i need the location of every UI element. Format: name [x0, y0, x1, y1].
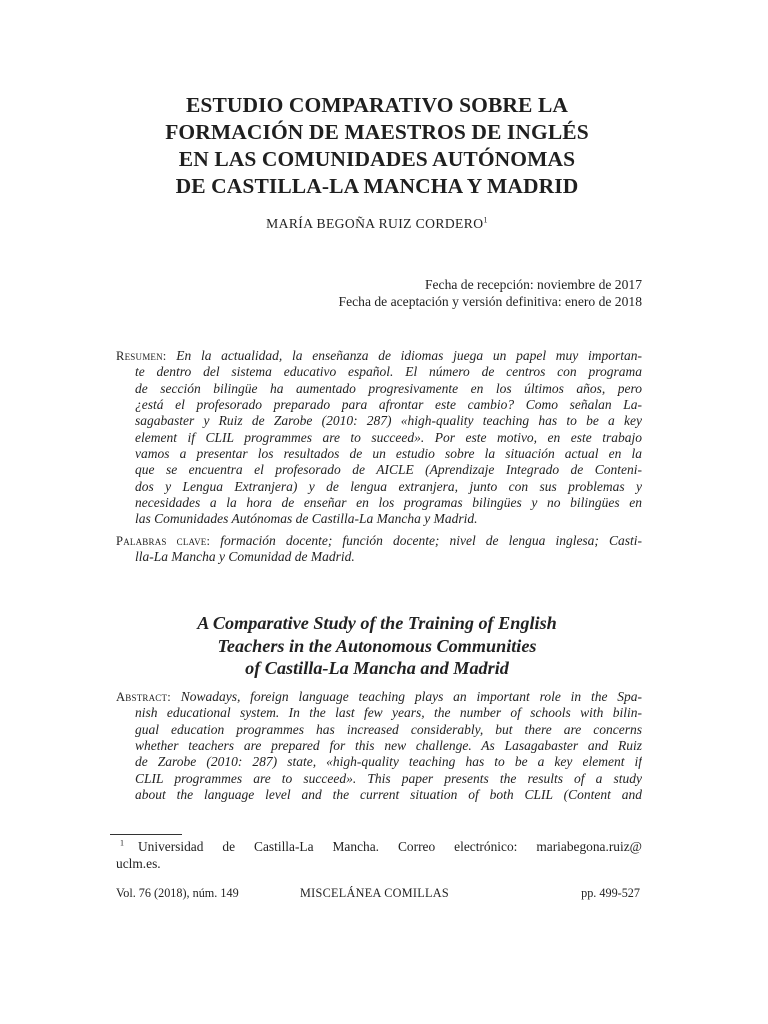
abstract-line: nish educational system. In the last few years, the number of schools with bilin- — [135, 705, 642, 721]
resumen-line — [116, 348, 642, 364]
article-title — [100, 92, 654, 200]
keywords-label: Palabras clave: — [116, 534, 211, 548]
abstract-line-text: Nowadays, foreign language teaching plays an important role in the Spa- — [180, 689, 642, 704]
english-title — [100, 612, 654, 680]
abstract-line: de Zarobe (2010: 287) state, «high-quality teaching has to be a key element if — [135, 754, 642, 770]
resumen-line: dos y Lengua Extranjera) y de lengua extranjera, junto con sus problemas y — [135, 478, 642, 494]
resumen-line: las Comunidades Autónomas de Castilla-La Mancha y Madrid. — [135, 511, 478, 527]
resumen-label: Resumen: — [116, 349, 167, 363]
footnote-divider — [110, 834, 182, 835]
footnote-mark: 1 — [120, 838, 124, 848]
resumen-line: que se encuentra el profesorado de AICLE (Aprendizaje Integrado de Conteni- — [135, 462, 642, 478]
abstract-block — [116, 689, 642, 803]
keywords-line — [116, 533, 642, 549]
footer-pages: pp. 499-527 — [581, 886, 640, 900]
abstract-line: whether teachers are prepared for this new challenge. As Lasagabaster and Ruiz — [135, 738, 642, 754]
keywords-block — [116, 533, 642, 566]
author-text: MARÍA BEGOÑA RUIZ CORDERO — [266, 216, 484, 231]
footer-volume: Vol. 76 (2018), núm. 149 — [116, 886, 239, 900]
resumen-line: necesidades a la hora de enseñar en los programas bilingües y no bilingües en — [135, 495, 642, 511]
footnote — [116, 838, 642, 872]
resumen-line-text: En la actualidad, la enseñanza de idiomas juega un papel muy importan- — [176, 348, 642, 363]
author-name — [100, 216, 654, 232]
title-line: ESTUDIO COMPARATIVO SOBRE LA — [185, 93, 569, 117]
footnote-line — [116, 838, 642, 855]
resumen-line: vamos a presentar los resultados de un estudio sobre la situación actual en la — [135, 446, 642, 462]
title-line: DE CASTILLA-LA MANCHA Y MADRID — [175, 174, 579, 198]
footnote-line: uclm.es. — [116, 856, 161, 871]
keywords-line: lla-La Mancha y Comunidad de Madrid. — [135, 549, 355, 565]
resumen-line: sagabaster y Ruiz de Zarobe (2010: 287) «high-quality teaching has to be a key — [135, 413, 642, 429]
english-title-line: A Comparative Study of the Training of English — [197, 613, 557, 633]
resumen-line: element if CLIL programmes are to succeed». Por este motivo, en este trabajo — [135, 429, 642, 445]
submission-dates — [339, 276, 642, 310]
resumen-line: de sección bilingüe ha aumentado progresivamente en los últimos años, pero — [135, 380, 642, 396]
resumen-block — [116, 348, 642, 528]
resumen-line: ¿está el profesorado preparado para afrontar este cambio? Como señalan La- — [135, 397, 642, 413]
abstract-line: about the language level and the current situation of both CLIL (Content and — [135, 787, 642, 803]
received-date: Fecha de recepción: noviembre de 2017 — [424, 277, 642, 292]
accepted-date: Fecha de aceptación y versión definitiva: enero de 2018 — [338, 294, 642, 309]
keywords-line-text: formación docente; función docente; nivel de lengua inglesa; Casti- — [220, 533, 642, 548]
abstract-line: CLIL programmes are to succeed». This paper presents the results of a study — [135, 770, 642, 786]
footnote-text: Universidad de Castilla-La Mancha. Correo electrónico: mariabegona.ruiz@ — [138, 839, 642, 854]
author-footnote-mark[interactable]: 1 — [483, 215, 488, 225]
english-title-line: Teachers in the Autonomous Communities — [217, 635, 537, 656]
abstract-label: Abstract: — [116, 690, 171, 704]
abstract-line — [116, 689, 642, 705]
footer-journal: MISCELÁNEA COMILLAS — [300, 886, 449, 900]
title-line: FORMACIÓN DE MAESTROS DE INGLÉS — [165, 120, 589, 144]
abstract-line: gual education programmes has increased considerably, but there are concerns — [135, 721, 642, 737]
title-line: EN LAS COMUNIDADES AUTÓNOMAS — [178, 147, 576, 171]
english-title-line: of Castilla-La Mancha and Madrid — [245, 658, 509, 678]
resumen-line: te dentro del sistema educativo español. El número de centros con programa — [135, 364, 642, 380]
